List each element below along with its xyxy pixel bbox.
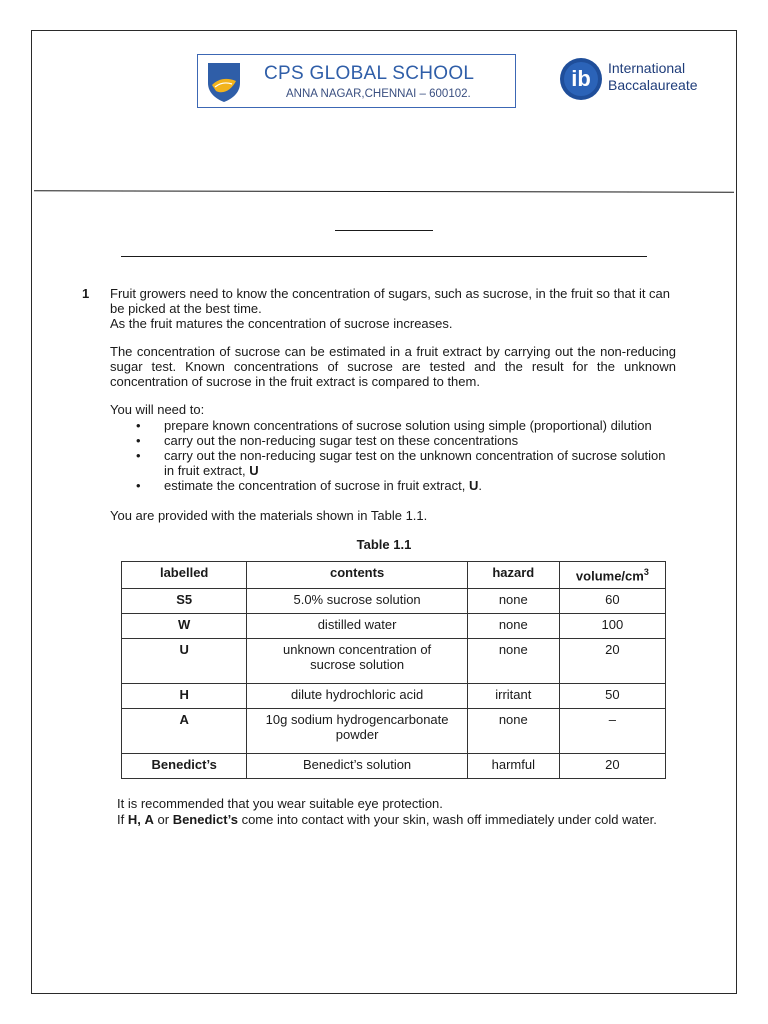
cell-hazard: none <box>467 589 559 614</box>
cell-label: H <box>122 684 247 709</box>
table-row <box>122 684 666 709</box>
cell-label: U <box>122 639 247 684</box>
cell-contents: 5.0% sucrose solution <box>247 589 467 614</box>
cell-volume: 100 <box>559 614 665 639</box>
table-caption: Table 1.1 <box>356 537 412 552</box>
table-row <box>122 614 666 639</box>
question-number: 1 <box>82 286 90 301</box>
ib-globe-icon <box>558 56 604 102</box>
school-name: CPS GLOBAL SCHOOL <box>264 63 475 84</box>
school-address: ANNA NAGAR,CHENNAI – 600102. <box>286 88 471 100</box>
intro-sentence-2: As the fruit matures the concentration of sucrose increases. <box>110 316 453 331</box>
ib-logo <box>558 56 708 102</box>
table-row <box>122 754 666 779</box>
cell-volume: 20 <box>559 639 665 684</box>
school-header-box <box>197 54 516 108</box>
cell-contents: dilute hydrochloric acid <box>247 684 467 709</box>
column-header: volume/$cm^3$ <box>559 562 665 589</box>
cell-volume: 50 <box>559 684 665 709</box>
task-list <box>133 418 678 493</box>
cell-hazard: harmful <box>467 754 559 779</box>
title-underline-long <box>121 256 647 257</box>
cell-volume: – <box>559 709 665 754</box>
cell-contents: distilled water <box>247 614 467 639</box>
cell-hazard: irritant <box>467 684 559 709</box>
list-item: • estimate the concentration of sucrose in fruit extract, U. <box>136 478 482 493</box>
safety-note-eye: It is recommended that you wear suitable eye protection. <box>117 796 443 811</box>
list-item: • carry out the non-reducing sugar test on the unknown concentration of sucrose solution in fruit extract, U <box>136 448 666 478</box>
need-intro: You will need to: <box>110 402 205 417</box>
intro-sentence-1: Fruit growers need to know the concentration of sugars, such as sucrose, in the fruit so that it can be picked at the best time. <box>110 286 671 316</box>
cell-contents: unknown concentration of sucrose solution <box>247 639 467 684</box>
ib-name-line1: International <box>608 60 686 76</box>
cell-label: W <box>122 614 247 639</box>
cell-volume: 60 <box>559 589 665 614</box>
materials-intro: You are provided with the materials shown in Table 1.1. <box>110 508 428 523</box>
cell-hazard: none <box>467 639 559 684</box>
table-row <box>122 589 666 614</box>
cell-label: Benedict’s <box>122 754 247 779</box>
cell-hazard: none <box>467 614 559 639</box>
school-crest-icon <box>206 61 242 103</box>
materials-table <box>121 561 666 779</box>
cell-volume: 20 <box>559 754 665 779</box>
cell-contents: Benedict’s solution <box>247 754 467 779</box>
ib-symbol: ib <box>571 66 591 91</box>
cell-label: S5 <box>122 589 247 614</box>
ib-name-line2: Baccalaureate <box>608 77 698 93</box>
column-header: contents <box>247 562 467 589</box>
cell-hazard: none <box>467 709 559 754</box>
safety-note-skin: If H, A or Benedict’s come into contact with your skin, wash off immediately under cold water. <box>117 812 657 827</box>
list-item: • carry out the non-reducing sugar test on these concentrations <box>136 433 519 448</box>
table-row <box>122 639 666 684</box>
cell-contents: 10g sodium hydrogencarbonate powder <box>247 709 467 754</box>
title-underline-short <box>335 230 433 231</box>
cell-label: A <box>122 709 247 754</box>
table-row <box>122 709 666 754</box>
list-item: • prepare known concentrations of sucrose solution using simple (proportional) dilution <box>136 418 652 433</box>
question-intro <box>110 286 676 331</box>
table-header-row <box>122 562 666 589</box>
question-method: The concentration of sucrose can be estimated in a fruit extract by carrying out the non-reducing sugar test. Known concentrations of sucrose are tested and the result for the unknown concentration of sucrose in the fruit extract is compared to them. <box>110 344 676 389</box>
column-header: hazard <box>467 562 559 589</box>
column-header: labelled <box>122 562 247 589</box>
